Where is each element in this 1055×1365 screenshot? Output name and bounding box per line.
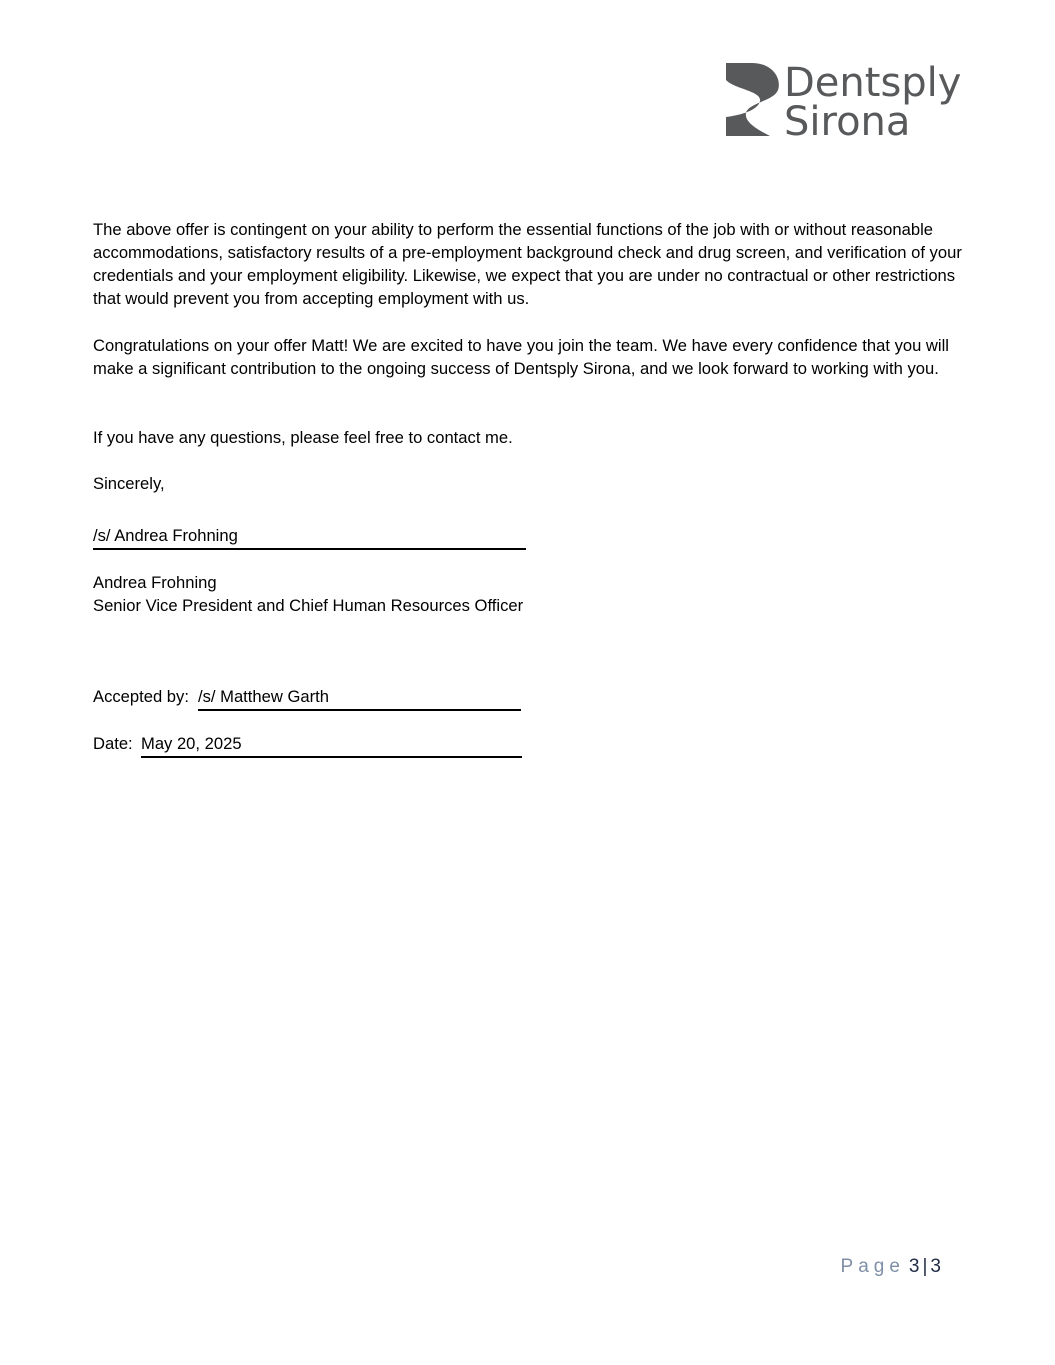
paragraph-contingency: The above offer is contingent on your ability to perform the essential functions of the job with or without reasonable accommodations, satisfactory results of a pre-employment background check and drug screen, and verification of your credentials and your employment eligibility. Likewise, we expect that you are under no contractual or other restrictions that would prevent you from accepting employment with us. (93, 220, 962, 308)
date-label: Date: (93, 734, 133, 753)
logo-text-dentsply: Dentsply (784, 60, 962, 106)
page-footer (841, 1256, 941, 1278)
signer-block (93, 571, 523, 617)
accepted-by-label: Accepted by: (93, 687, 189, 706)
logo-mark-icon (726, 63, 779, 136)
logo-text-sirona: Sirona (784, 99, 911, 142)
signer-name: Andrea Frohning (93, 573, 217, 592)
total-pages: 3 (930, 1256, 941, 1277)
company-logo (724, 60, 964, 142)
page-separator: | (922, 1256, 928, 1277)
current-page-number: 3 (908, 1256, 920, 1277)
logo-graphic (724, 60, 964, 142)
paragraph-questions: If you have any questions, please feel free to contact me. (93, 428, 513, 447)
paragraph-congratulations: Congratulations on your offer Matt! We are excited to have you join the team. We have every confidence that you will make a significant contribution to the ongoing success of Dentsply Sirona, and we look forward to working with you. (93, 336, 949, 378)
date-field: May 20, 2025 (141, 733, 522, 758)
closing-sincerely: Sincerely, (93, 474, 165, 493)
accepted-by-field: /s/ Matthew Garth (198, 686, 521, 711)
page-word: Page (840, 1256, 905, 1277)
signature-line: /s/ Andrea Frohning (93, 525, 526, 550)
signer-title: Senior Vice President and Chief Human Resources Officer (93, 596, 524, 615)
